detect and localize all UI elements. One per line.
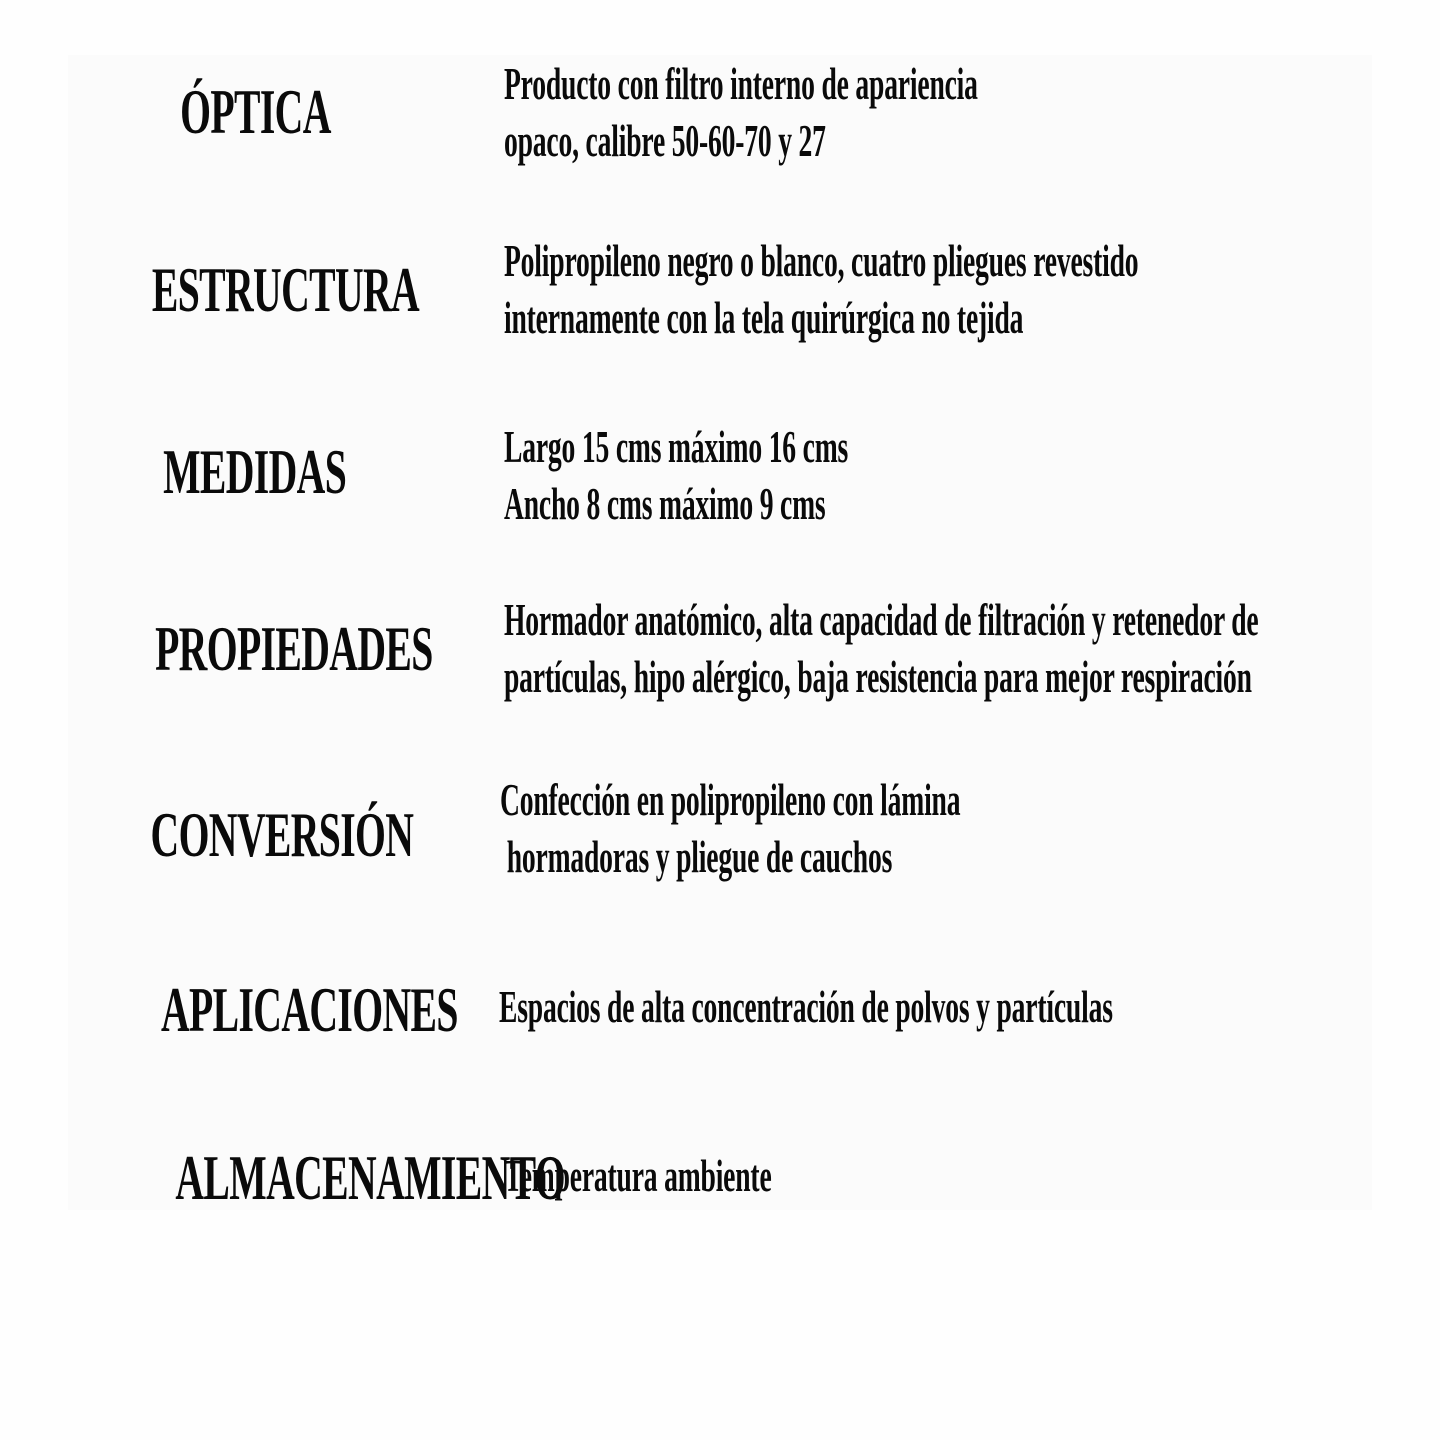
spec-description: Espacios de alta concentración de polvos y partículas (499, 981, 1113, 1032)
spec-label: CONVERSIÓN (150, 799, 414, 870)
spec-label: APLICACIONES (160, 974, 458, 1045)
spec-label: PROPIEDADES (155, 613, 433, 684)
spec-description: Hormador anatómico, alta capacidad de filtración y retenedor de partículas, hipo alérgico, baja resistencia para mejor respiración (504, 594, 1259, 702)
spec-description: Temperatura ambiente (504, 1150, 772, 1201)
spec-label: MEDIDAS (163, 436, 347, 507)
spec-description: Confección en polipropileno con lámina hormadoras y pliegue de cauchos (500, 774, 961, 882)
spec-label: ESTRUCTURA (151, 254, 420, 325)
spec-label: ÓPTICA (179, 76, 331, 147)
spec-description: Largo 15 cms máximo 16 cms Ancho 8 cms máximo 9 cms (504, 421, 849, 529)
spec-label: ALMACENAMIENTO (175, 1142, 566, 1213)
spec-description: Polipropileno negro o blanco, cuatro pliegues revestido internamente con la tela quirúrgica no tejida (504, 235, 1139, 343)
spec-description: Producto con filtro interno de apariencia opaco, calibre 50-60-70 y 27 (504, 58, 978, 166)
